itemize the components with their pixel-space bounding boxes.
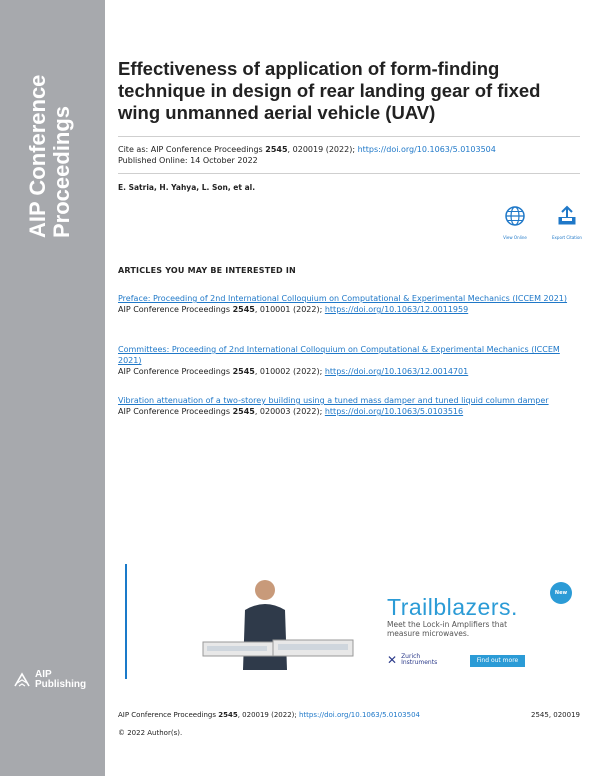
person-holding-instrument-icon: [183, 570, 373, 675]
footer-cite-rest: , 020019 (2022);: [237, 711, 299, 719]
related-article-link[interactable]: Preface: Proceeding of 2nd International Colloquium on Computational & Experimental Mechanics (ICCEM 2021): [118, 294, 568, 303]
aip-publishing-logo-icon: [13, 671, 31, 689]
publisher-logo[interactable]: [13, 670, 86, 690]
related-article-cite: AIP Conference Proceedings 2545, 010002 (2022); https://doi.org/10.1063/12.0014701: [118, 367, 469, 376]
publisher-line1: AIP: [35, 669, 52, 680]
author-list: E. Satria, H. Yahya, L. Son, et al.: [118, 183, 256, 192]
cite-rest: , 020019 (2022);: [287, 145, 358, 154]
related-article: [118, 344, 580, 377]
ad-brand-line2: Instruments: [401, 659, 438, 666]
footer-cite-prefix: AIP Conference Proceedings: [118, 711, 219, 719]
related-article-link[interactable]: Vibration attenuation of a two-storey building using a tuned mass damper and tuned liquid column damper: [118, 396, 549, 405]
cite-line: [118, 144, 496, 155]
journal-name-line2: Proceedings: [49, 105, 74, 238]
cite-volume: 2545: [265, 145, 288, 154]
page-number: 2545, 020019: [531, 711, 580, 719]
journal-name: [26, 18, 74, 238]
paper-title: Effectiveness of application of form-finding technique in design of rear landing gear of fixed wing unmanned aerial vehicle (UAV): [118, 58, 541, 123]
related-article-doi-link[interactable]: https://doi.org/10.1063/5.0103516: [324, 407, 464, 416]
journal-name-line1: AIP Conference: [25, 74, 50, 238]
divider: [118, 136, 580, 137]
globe-icon: [504, 205, 526, 227]
citation-block: [118, 144, 496, 166]
related-article-doi-link[interactable]: https://doi.org/10.1063/12.0011959: [324, 305, 469, 314]
paper-doi-link[interactable]: https://doi.org/10.1063/5.0103504: [357, 145, 496, 154]
related-article: [118, 395, 580, 417]
ad-brand-line1: Zurich: [401, 653, 421, 660]
view-online-label: View Online: [503, 235, 527, 240]
footer-doi-link[interactable]: https://doi.org/10.1063/5.0103504: [298, 711, 420, 719]
footer-volume: 2545: [218, 711, 238, 719]
published-date: Published Online: 14 October 2022: [118, 156, 258, 165]
related-article-cite: AIP Conference Proceedings 2545, 020003 (2022); https://doi.org/10.1063/5.0103516: [118, 407, 464, 416]
divider: [118, 173, 580, 174]
related-articles-heading: ARTICLES YOU MAY BE INTERESTED IN: [118, 266, 296, 275]
related-article: [118, 293, 580, 315]
advertisement-banner[interactable]: [125, 564, 580, 679]
find-out-more-button[interactable]: Find out more: [470, 655, 525, 667]
ad-accent-bar: [125, 564, 127, 679]
publisher-line2: Publishing: [35, 679, 87, 690]
zurich-instruments-logo: [387, 654, 437, 666]
journal-sidebar: [0, 0, 105, 776]
view-online-button[interactable]: [495, 205, 535, 240]
related-article-cite: AIP Conference Proceedings 2545, 010001 (2022); https://doi.org/10.1063/12.0011959: [118, 305, 469, 314]
cite-prefix: Cite as: AIP Conference Proceedings: [118, 145, 266, 154]
ad-headline: Trailblazers.: [387, 594, 518, 620]
export-citation-label: Export Citation: [552, 235, 582, 240]
ad-subline: Meet the Lock-in Amplifiers that measure microwaves.: [387, 620, 508, 638]
export-icon: [556, 205, 578, 227]
related-article-doi-link[interactable]: https://doi.org/10.1063/12.0014701: [324, 367, 469, 376]
page-footer: [118, 711, 580, 719]
copyright-notice: © 2022 Author(s).: [118, 729, 183, 737]
related-article-link[interactable]: Committees: Proceeding of 2nd International Colloquium on Computational & Experimental Mechanics (ICCEM 2021): [118, 345, 560, 365]
zi-logo-icon: ✕: [387, 653, 398, 667]
ad-new-badge: New: [550, 582, 572, 604]
export-citation-button[interactable]: [547, 205, 587, 240]
